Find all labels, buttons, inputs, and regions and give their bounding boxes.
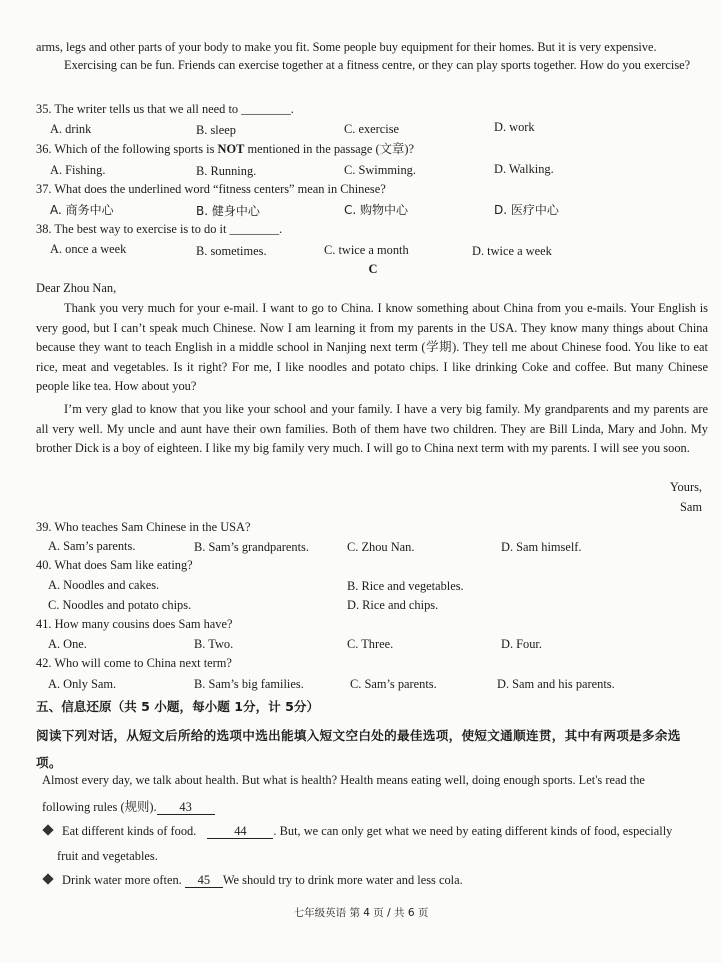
- letter-signature: Sam: [679, 500, 702, 514]
- section-5-title: 五、信息还原（共 5 小题，每小题 1分，计 5分）: [36, 699, 320, 714]
- option-37d: D. 医疗中心: [494, 203, 559, 217]
- rule-1-continued: fruit and vegetables.: [57, 849, 158, 863]
- question-41: 41. How many cousins does Sam have?: [36, 617, 233, 631]
- rule-2: [44, 872, 463, 888]
- question-36-text-pre: 36. Which of the following sports is: [36, 142, 218, 156]
- intro-rules-text: following rules (规则).: [42, 800, 157, 814]
- rule-2-text-post: We should try to drink more water and less cola.: [222, 873, 463, 887]
- option-38a: A. once a week: [50, 242, 127, 256]
- option-37c: C. 购物中心: [344, 203, 409, 217]
- option-36c: C. Swimming.: [344, 163, 416, 177]
- option-41b: B. Two.: [194, 637, 234, 651]
- rule-1-text-post: . But, we can only get what we need by eating different kinds of food, especially: [273, 824, 673, 838]
- option-39c: C. Zhou Nan.: [347, 540, 415, 554]
- letter-paragraph-2: I’m very glad to know that you like your school and your family. I have a very big family. My grandparents and my parents are all very well. My uncle and aunt have their own families. Both of them have two children. They are Bill Linda, Mary and John. My brother Dick is a boy of eighteen. I like my big family very much. I will go to China next term with my parents. I will see you soon.: [36, 402, 708, 456]
- letter-paragraph-1: Thank you very much for your e-mail. I want to go to China. I know something about China from you e-mails. Your English is very good, but I can’t speak much Chinese. Now I am learning it from my parents in the USA. They know many things about China because they want to teach English in a middle school in Nanjing next term (学期). They tell me about Chinese food. You like to eat rice, meat and vegetables. Is it right? For me, I like noodles and potato chips. I like drinking Coke and coffee. But many Chinese people like tea. How about you?: [36, 301, 708, 394]
- rule-1: [44, 823, 672, 839]
- option-40a: A. Noodles and cakes.: [48, 578, 160, 592]
- option-42b: B. Sam’s big families.: [194, 677, 304, 691]
- exercise-paragraph: Exercising can be fun. Friends can exercise together at a fitness centre, or they can play sports together. How do you exercise?: [64, 58, 691, 72]
- question-36-text-post: mentioned in the passage (文章)?: [244, 142, 414, 156]
- option-38b: B. sometimes.: [196, 244, 267, 258]
- question-38: 38. The best way to exercise is to do it ________.: [36, 222, 283, 236]
- option-35c: C. exercise: [344, 122, 400, 136]
- option-41a: A. One.: [48, 637, 87, 651]
- option-39d: D. Sam himself.: [501, 540, 582, 554]
- section-5-intro-line-2: [42, 799, 215, 815]
- diamond-bullet-icon: [42, 824, 53, 835]
- option-36b: B. Running.: [196, 164, 257, 178]
- option-39a: A. Sam’s parents.: [48, 539, 136, 553]
- blank-44[interactable]: 44: [207, 825, 273, 839]
- option-40b: B. Rice and vegetables.: [347, 579, 464, 593]
- option-37a: A. 商务中心: [50, 203, 114, 217]
- diamond-bullet-icon: [42, 873, 53, 884]
- option-40d: D. Rice and chips.: [347, 598, 439, 612]
- option-42c: C. Sam’s parents.: [350, 677, 437, 691]
- option-41d: D. Four.: [501, 637, 542, 651]
- option-36a: A. Fishing.: [50, 163, 106, 177]
- section-5-instruction: 阅读下列对话，从短文后所给的选项中选出能填入短文空白处的最佳选项，使短文通顺连贯，其中有两项是多余选项。: [36, 728, 681, 770]
- letter-greeting: Dear Zhou Nan,: [36, 281, 117, 295]
- option-35a: A. drink: [50, 122, 92, 136]
- question-35: 35. The writer tells us that we all need to ________.: [36, 102, 294, 116]
- option-35d: D. work: [494, 120, 535, 134]
- option-39b: B. Sam’s grandparents.: [194, 540, 309, 554]
- passage-top-line: arms, legs and other parts of your body to make you fit. Some people buy equipment for their homes. But it is very expensive.: [36, 40, 657, 54]
- option-40c: C. Noodles and potato chips.: [48, 598, 192, 612]
- question-40: 40. What does Sam like eating?: [36, 558, 193, 572]
- question-36-text-bold: NOT: [217, 142, 245, 156]
- rule-2-text-pre: Drink water more often.: [62, 873, 182, 887]
- page-footer: 七年级英语 第 4 页 / 共 6 页: [293, 907, 429, 919]
- letter-closing: Yours,: [669, 480, 702, 494]
- section-c-label: C: [368, 262, 378, 276]
- blank-45[interactable]: 45: [185, 874, 223, 888]
- question-39: 39. Who teaches Sam Chinese in the USA?: [36, 520, 251, 534]
- option-38c: C. twice a month: [324, 243, 409, 257]
- option-37b: B. 健身中心: [196, 204, 260, 218]
- question-36: [36, 141, 414, 157]
- option-38d: D. twice a week: [472, 244, 552, 258]
- question-42: 42. Who will come to China next term?: [36, 656, 232, 670]
- option-42d: D. Sam and his parents.: [497, 677, 615, 691]
- question-37: 37. What does the underlined word “fitness centers” mean in Chinese?: [36, 182, 386, 196]
- option-42a: A. Only Sam.: [48, 677, 117, 691]
- option-41c: C. Three.: [347, 637, 394, 651]
- option-35b: B. sleep: [196, 123, 236, 137]
- rule-1-text-pre: Eat different kinds of food.: [62, 824, 197, 838]
- blank-43[interactable]: 43: [157, 801, 215, 815]
- section-5-intro-line-1: Almost every day, we talk about health. But what is health? Health means eating well, doing enough sports. Let's read the: [42, 773, 645, 787]
- option-36d: D. Walking.: [494, 162, 554, 176]
